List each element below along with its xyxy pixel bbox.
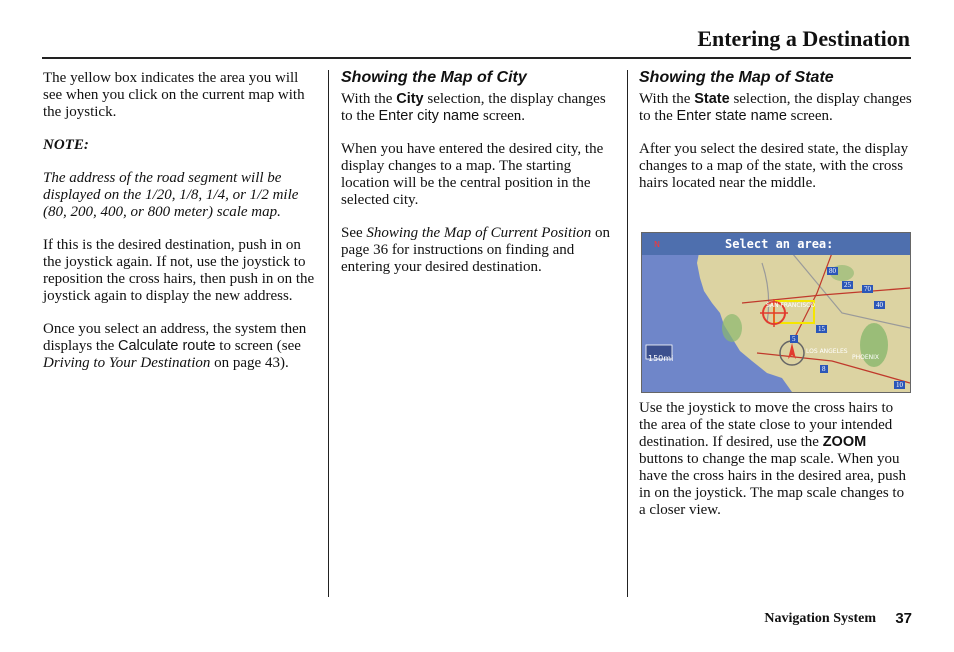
ui-label-city: City	[396, 91, 424, 107]
page-number: 37	[895, 610, 912, 627]
column-divider-1	[328, 70, 329, 597]
column-1	[43, 70, 319, 388]
column-3-lower	[639, 400, 913, 535]
section-heading-state: Showing the Map of State	[639, 69, 834, 86]
map-city-los-angeles: LOS ANGELES	[806, 348, 848, 355]
highway-shield: 80	[829, 267, 836, 275]
paragraph-see-current-position: See Showing the Map of Current Position on page 36 for instructions on finding and entering your desired destination.	[341, 225, 611, 275]
page-title: Entering a Destination	[697, 26, 910, 51]
paragraph-state-selection: With the State selection, the display changes to the Enter state name screen.	[639, 91, 912, 124]
highway-shield: 10	[896, 381, 903, 389]
column-2	[341, 69, 617, 292]
column-3	[639, 69, 913, 208]
paragraph-state-map: After you select the desired state, the display changes to a map of the state, with the cross hairs located near the middle.	[639, 141, 909, 191]
ui-label-enter-city-name: Enter city name	[378, 108, 480, 124]
section-heading-city: Showing the Map of City	[341, 69, 527, 86]
paragraph-city-selection: With the City selection, the display changes to the Enter city name screen.	[341, 91, 606, 124]
paragraph-yellow-box: The yellow box indicates the area you will see when you click on the current map with the joystick.	[43, 70, 305, 120]
footer-label: Navigation System	[764, 611, 876, 626]
ui-label-state: State	[694, 91, 730, 107]
note-body: The address of the road segment will be displayed on the 1/20, 1/8, 1/4, or 1/2 mile (80, 200, 400, or 800 meter) scale map.	[43, 170, 299, 220]
header-rule	[42, 57, 911, 59]
cross-reference: Showing the Map of Current Position	[366, 225, 592, 241]
paragraph-select-address: Once you select an address, the system then displays the Calculate route to screen (see Driving to Your Destination on page 43).	[43, 321, 307, 371]
paragraph-use-joystick: Use the joystick to move the cross hairs to the area of the state close to your intended destination. If desired, use the ZOOM buttons to change the map scale. When you have the cross hairs in the desired area, push in on the joystick. The map scale changes to a closer view.	[639, 400, 906, 518]
paragraph-desired-destination: If this is the desired destination, push in on the joystick again. If not, use the joystick to reposition the cross hairs, then push in on the joystick again to display the new address.	[43, 237, 315, 304]
column-divider-2	[627, 70, 628, 597]
map-title: Select an area:	[725, 237, 834, 251]
map-city-phoenix: PHOENIX	[852, 354, 880, 361]
highway-shield: 15	[818, 325, 825, 333]
highway-shield: 8	[822, 365, 826, 373]
note-label: NOTE:	[43, 137, 89, 153]
highway-shield: 70	[864, 285, 871, 293]
map-city-san-francisco: SAN FRANCISCO	[766, 302, 816, 309]
map-graphic	[642, 233, 910, 392]
paragraph-city-map: When you have entered the desired city, the display changes to a map. The starting location will be the central position in the selected city.	[341, 141, 604, 208]
north-icon: N	[654, 240, 660, 249]
cross-reference: Driving to Your Destination	[43, 355, 211, 371]
state-map-screenshot	[641, 232, 911, 393]
ui-label-calculate-route: Calculate route	[118, 338, 216, 354]
ui-label-zoom: ZOOM	[822, 434, 867, 450]
highway-shield: 40	[876, 301, 883, 309]
ui-label-enter-state-name: Enter state name	[676, 108, 787, 124]
map-scale: 150mi	[648, 354, 674, 363]
highway-shield: 5	[792, 335, 796, 343]
highway-shield: 25	[844, 281, 851, 289]
